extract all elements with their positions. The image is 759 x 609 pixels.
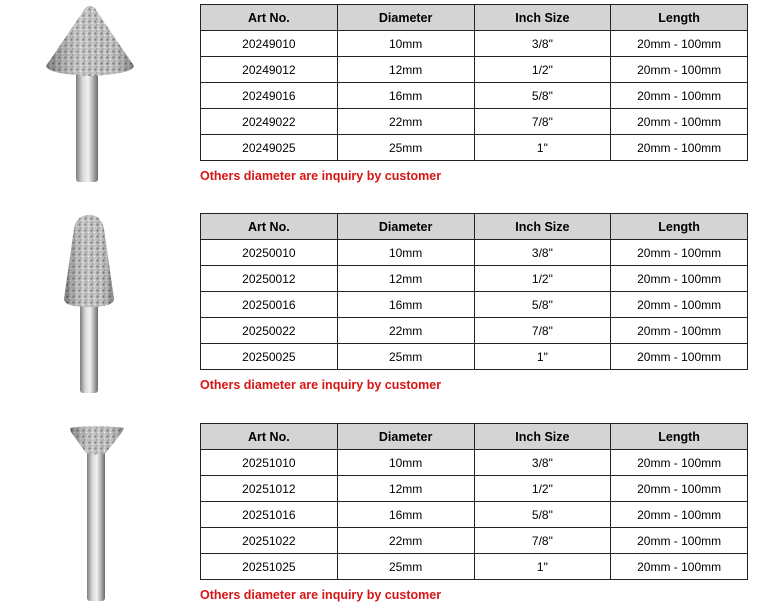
cell-inch-size: 5/8" [474, 83, 611, 109]
cell-length: 20mm - 100mm [611, 344, 748, 370]
cell-diameter: 25mm [337, 344, 474, 370]
header-length: Length [611, 214, 748, 240]
cell-length: 20mm - 100mm [611, 109, 748, 135]
cell-length: 20mm - 100mm [611, 240, 748, 266]
cell-diameter: 22mm [337, 109, 474, 135]
cell-inch-size: 1/2" [474, 57, 611, 83]
inverted-cone-burr-icon [64, 423, 134, 603]
header-inch-size: Inch Size [474, 214, 611, 240]
header-diameter: Diameter [337, 214, 474, 240]
table-row [201, 502, 748, 528]
table-header-row [201, 214, 748, 240]
cell-art-no: 20251010 [201, 450, 338, 476]
cell-diameter: 10mm [337, 450, 474, 476]
cell-diameter: 10mm [337, 240, 474, 266]
table-row [201, 476, 748, 502]
table-row [201, 57, 748, 83]
table-row [201, 266, 748, 292]
cell-diameter: 10mm [337, 31, 474, 57]
table-row [201, 344, 748, 370]
cell-length: 20mm - 100mm [611, 266, 748, 292]
cell-diameter: 22mm [337, 318, 474, 344]
cell-diameter: 12mm [337, 57, 474, 83]
cell-inch-size: 1" [474, 344, 611, 370]
cell-length: 20mm - 100mm [611, 554, 748, 580]
cell-art-no: 20250016 [201, 292, 338, 318]
header-inch-size: Inch Size [474, 5, 611, 31]
table-row [201, 450, 748, 476]
cell-diameter: 16mm [337, 292, 474, 318]
spec-table-1 [200, 4, 748, 161]
inquiry-note: Others diameter are inquiry by customer [200, 588, 442, 602]
cell-diameter: 25mm [337, 554, 474, 580]
cell-art-no: 20249010 [201, 31, 338, 57]
cell-art-no: 20251016 [201, 502, 338, 528]
table-header-row [201, 424, 748, 450]
cell-inch-size: 3/8" [474, 450, 611, 476]
table-row [201, 554, 748, 580]
cell-inch-size: 1/2" [474, 266, 611, 292]
cell-inch-size: 1" [474, 554, 611, 580]
table-row [201, 31, 748, 57]
cell-art-no: 20251022 [201, 528, 338, 554]
table-row [201, 109, 748, 135]
header-inch-size: Inch Size [474, 424, 611, 450]
inquiry-note: Others diameter are inquiry by customer [200, 169, 442, 183]
header-diameter: Diameter [337, 424, 474, 450]
header-art-no: Art No. [201, 424, 338, 450]
cell-length: 20mm - 100mm [611, 318, 748, 344]
table-row [201, 240, 748, 266]
table-header-row [201, 5, 748, 31]
cell-length: 20mm - 100mm [611, 528, 748, 554]
cell-art-no: 20249016 [201, 83, 338, 109]
header-length: Length [611, 424, 748, 450]
header-art-no: Art No. [201, 5, 338, 31]
table-row [201, 318, 748, 344]
cell-length: 20mm - 100mm [611, 135, 748, 161]
table-row [201, 83, 748, 109]
cell-art-no: 20251025 [201, 554, 338, 580]
cell-inch-size: 5/8" [474, 502, 611, 528]
header-diameter: Diameter [337, 5, 474, 31]
cell-art-no: 20250012 [201, 266, 338, 292]
cell-art-no: 20249022 [201, 109, 338, 135]
cell-art-no: 20249025 [201, 135, 338, 161]
cell-inch-size: 1/2" [474, 476, 611, 502]
cell-diameter: 12mm [337, 476, 474, 502]
cell-length: 20mm - 100mm [611, 476, 748, 502]
cell-art-no: 20250025 [201, 344, 338, 370]
cell-length: 20mm - 100mm [611, 31, 748, 57]
tapered-round-burr-icon [60, 211, 120, 395]
cell-diameter: 12mm [337, 266, 474, 292]
inquiry-note: Others diameter are inquiry by customer [200, 378, 442, 392]
cell-length: 20mm - 100mm [611, 83, 748, 109]
cell-length: 20mm - 100mm [611, 292, 748, 318]
cell-art-no: 20250022 [201, 318, 338, 344]
cell-art-no: 20250010 [201, 240, 338, 266]
cell-length: 20mm - 100mm [611, 502, 748, 528]
cell-inch-size: 3/8" [474, 31, 611, 57]
table-row [201, 135, 748, 161]
cell-inch-size: 1" [474, 135, 611, 161]
cell-art-no: 20249012 [201, 57, 338, 83]
cone-point-burr-icon [40, 2, 140, 184]
cell-inch-size: 7/8" [474, 109, 611, 135]
spec-table-3 [200, 423, 748, 580]
header-art-no: Art No. [201, 214, 338, 240]
cell-art-no: 20251012 [201, 476, 338, 502]
cell-diameter: 16mm [337, 502, 474, 528]
cell-inch-size: 3/8" [474, 240, 611, 266]
cell-length: 20mm - 100mm [611, 450, 748, 476]
cell-diameter: 16mm [337, 83, 474, 109]
cell-inch-size: 7/8" [474, 528, 611, 554]
cell-inch-size: 7/8" [474, 318, 611, 344]
cell-inch-size: 5/8" [474, 292, 611, 318]
cell-diameter: 22mm [337, 528, 474, 554]
table-row [201, 528, 748, 554]
cell-length: 20mm - 100mm [611, 57, 748, 83]
cell-diameter: 25mm [337, 135, 474, 161]
spec-table-2 [200, 213, 748, 370]
table-row [201, 292, 748, 318]
header-length: Length [611, 5, 748, 31]
